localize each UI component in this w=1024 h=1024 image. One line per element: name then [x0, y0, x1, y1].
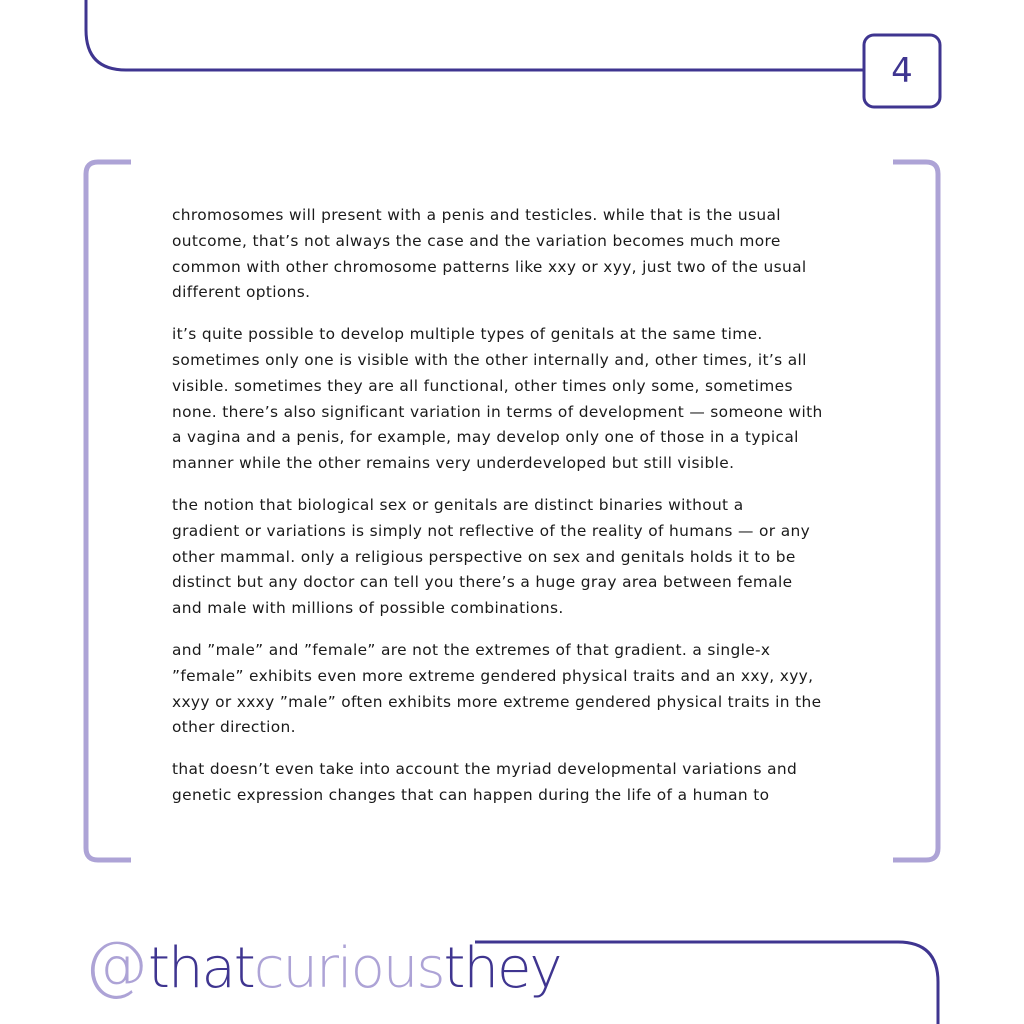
page-number: 4 — [891, 51, 913, 91]
paragraph: the notion that biological sex or genitals are distinct binaries without a gradient or variations is simply not reflective of the reality of humans — or any other mammal. only a religious perspective on sex and genitals holds it to be distinct but any doctor can tell you there’s a huge gray area between female and male with millions of possible combinations. — [172, 495, 811, 618]
social-handle — [84, 918, 561, 1003]
handle-part-they: they — [443, 936, 561, 1001]
paragraph: and ”male” and ”female” are not the extremes of that gradient. a single-x ”female” exhibits even more extreme gendered physical traits and an xxy, xyy, xxyy or xxxy ”male” often exhibits more extreme gendered physical traits in the other direction. — [172, 640, 822, 737]
handle-part-that: that — [148, 936, 254, 1001]
paragraph: chromosomes will present with a penis and testicles. while that is the usual outcome, that’s not always the case and the variation becomes much more common with other chromosome patterns like xxy or xyy, just two of the usual different options. — [172, 206, 807, 302]
top-corner-line — [86, 0, 864, 70]
paragraph: it’s quite possible to develop multiple types of genitals at the same time. sometimes only one is visible with the other internally and, other times, it’s all visible. sometimes they are all functional, other times only some, sometimes none. there’s also significant variation in terms of development — someone with a vagina and a penis, for example, may develop only one of those in a typical manner while the other remains very underdeveloped but still visible. — [172, 325, 823, 473]
left-bracket — [86, 162, 131, 860]
handle-part-curious: curious — [253, 936, 444, 1001]
paragraph: that doesn’t even take into account the myriad developmental variations and genetic expression changes that can happen during the life of a human to — [172, 760, 798, 804]
handle-at-symbol: @ — [84, 929, 148, 1003]
body-text — [172, 203, 862, 825]
right-bracket — [893, 162, 938, 860]
